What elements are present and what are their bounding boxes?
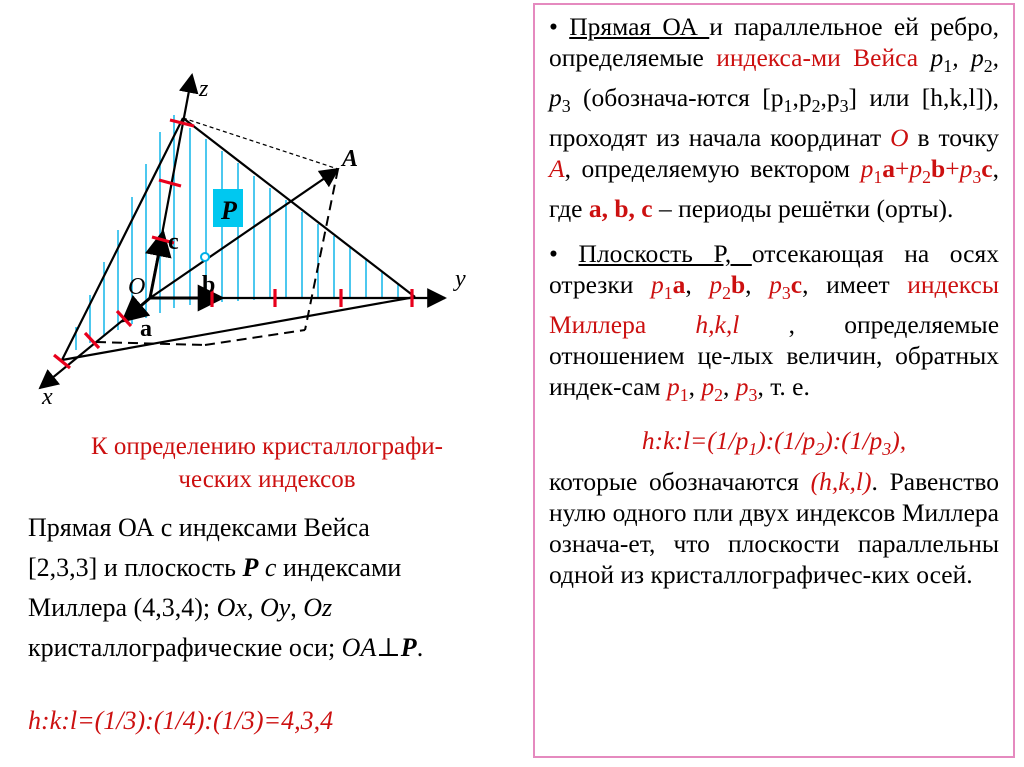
left-formula: h:k:l=(1/3):(1/4):(1/3)=4,3,4 (28, 706, 334, 735)
label-b: b (202, 272, 216, 298)
label-O: O (128, 274, 146, 300)
diagram-svg (0, 55, 530, 420)
miller-formula: $h:k:l=(1/p_1):(1/p_2):(1/p_3)$, (641, 426, 907, 460)
label-A: A (342, 146, 359, 172)
explanation-panel (533, 3, 1015, 758)
crystallographic-diagram (0, 55, 530, 420)
figure-description (28, 508, 528, 668)
figure-caption (32, 430, 502, 496)
label-P: P (221, 196, 237, 225)
paragraph-weiss: • Прямая ОА и параллельное ей ребро, определяемые индекса-ми Вейса $p_1$, $p_2$, $p_3$ (обознача-ются $[p_1,p_2,p_3]$ или [h,k,l]), проходят из начала координат O в точку A, определяемую вектором $p_1a+p_2b+p_3c$, где a, b, c – периоды решётки (орты). (549, 12, 1000, 224)
desc-line-4: кристаллографические оси; OA⊥P. (28, 633, 424, 662)
label-x: x (42, 384, 53, 410)
label-a: a (140, 316, 152, 342)
desc-line-1: Прямая ОА с индексами Вейса (28, 513, 370, 542)
label-c: c (168, 229, 179, 255)
caption-line-1: К определению кристаллографи- (90, 433, 443, 460)
label-z: z (199, 76, 209, 102)
intersection-point (201, 253, 209, 261)
caption-line-2: ческих индексов (178, 466, 356, 493)
paragraph-miller: • Плоскость P, отсекающая на осях отрезки $p_1a$, $p_2b$, $p_3c$, имеет индексы Миллера h,k,l , определяемые отношением це-лых величин, обратных индек-сам $p_1$, $p_2$, $p_3$, т. е. (549, 239, 1000, 406)
desc-line-3: Миллера (4,3,4); Ox, Oy, Oz (28, 593, 333, 622)
paragraph-zero-indices: которые обозначаются (h,k,l). Равенство нулю одного пли двух индексов Миллера означа-ет, что плоскости параллельны одной из кристаллографичес-ких осей. (549, 466, 1000, 589)
desc-line-2: [2,3,3] и плоскость P с индексами (28, 553, 402, 582)
axes (40, 75, 445, 388)
label-y: y (455, 266, 466, 292)
c-vector (150, 232, 163, 298)
